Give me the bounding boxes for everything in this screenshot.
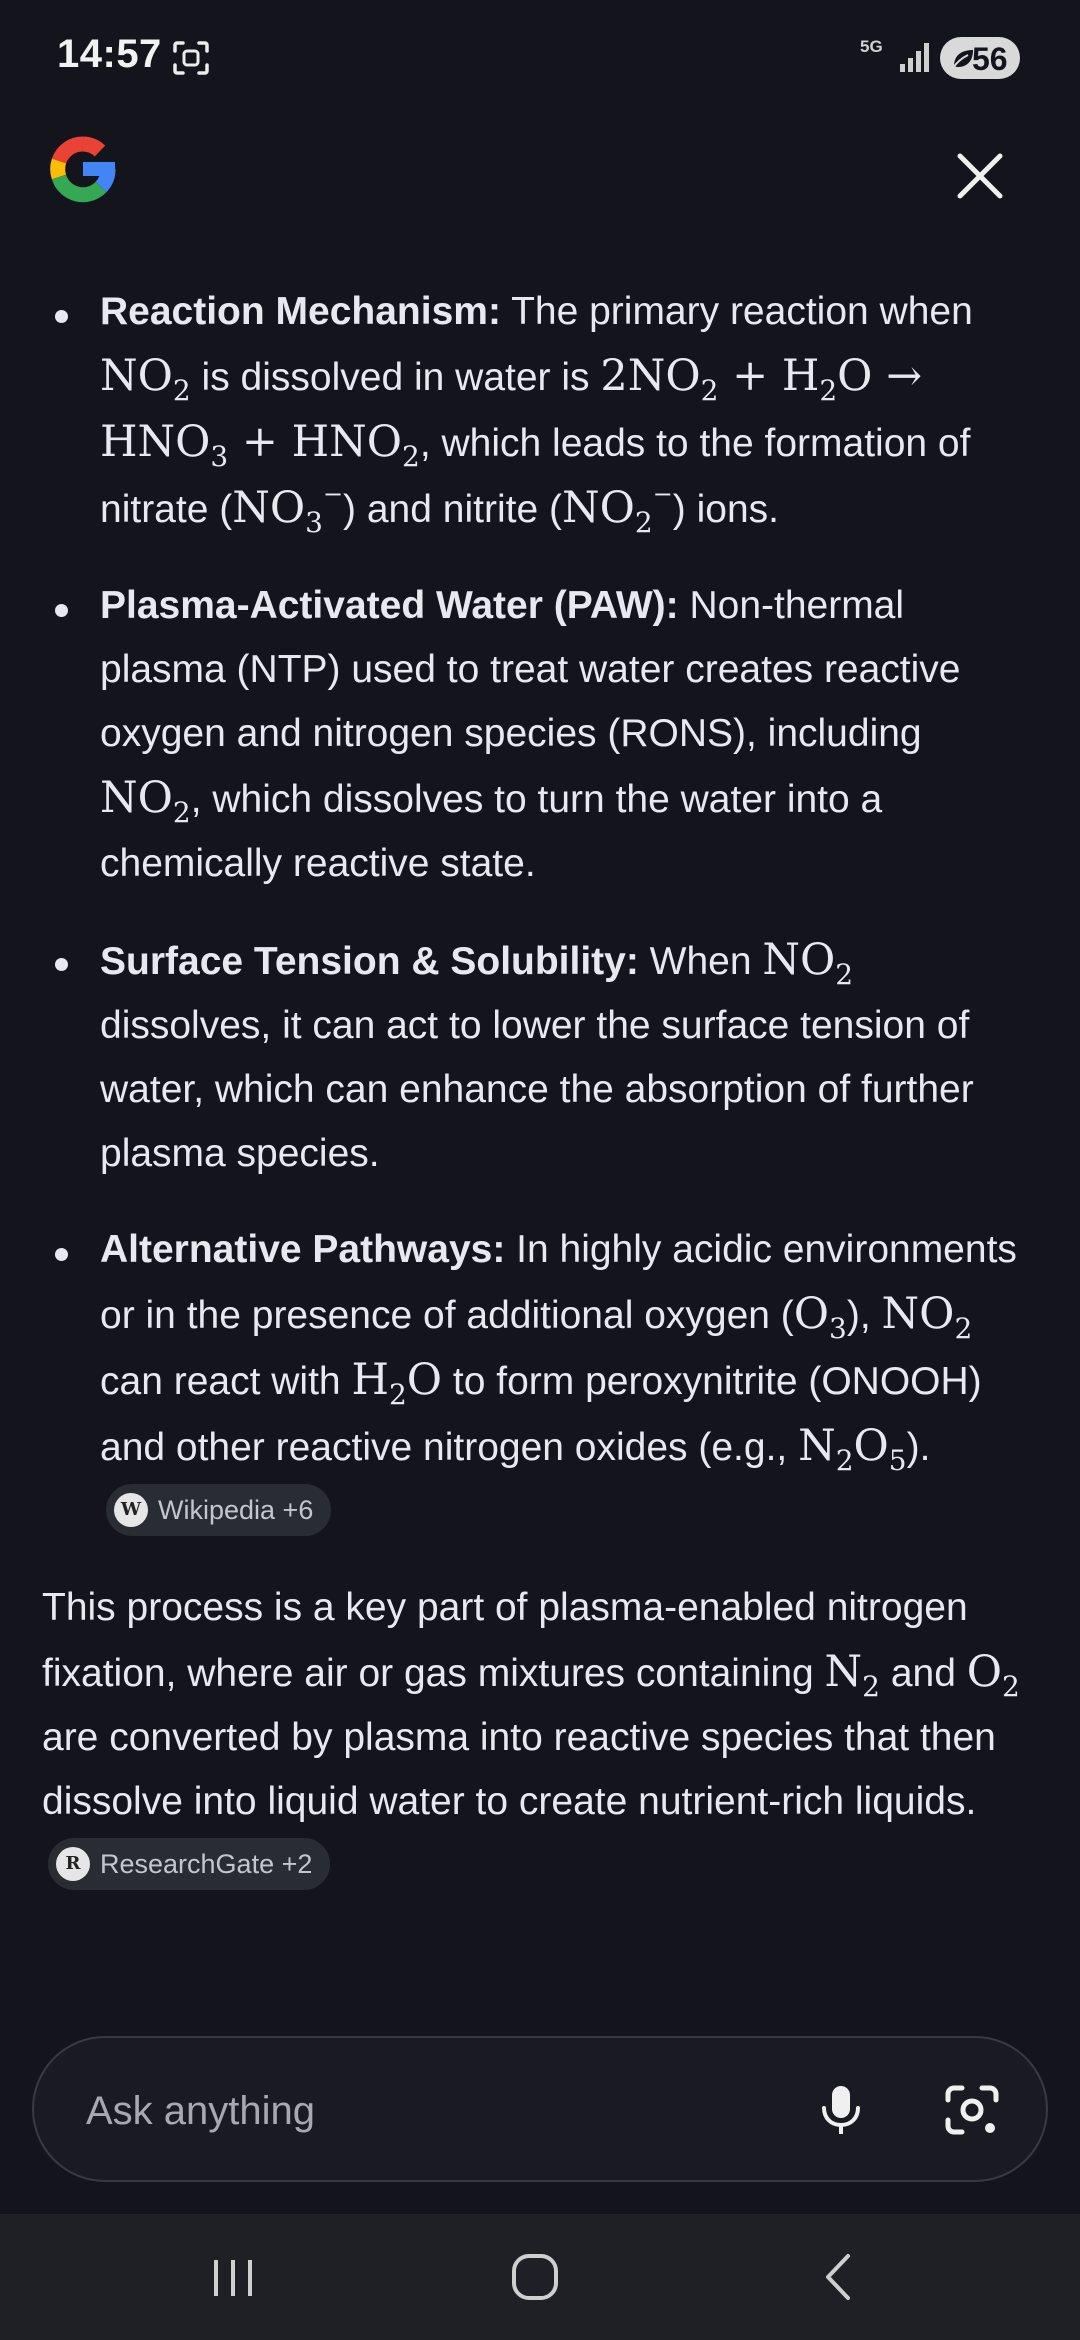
researchgate-icon: R bbox=[56, 1847, 90, 1881]
bullet-dot bbox=[55, 310, 68, 323]
signal-icon bbox=[898, 40, 932, 74]
text-span: This process is a key part of plasma-enabled nitrogen fixation, where air or gas mixtures containing bbox=[42, 1586, 968, 1695]
text-span: Non-thermal plasma (NTP) used to treat water creates reactive oxygen and nitrogen species (RONS), including bbox=[100, 584, 961, 755]
text-span: The primary reaction when bbox=[500, 290, 973, 333]
formula-nitrate: $NO_3^-$ bbox=[232, 480, 344, 539]
network-type-label: 5G bbox=[860, 37, 883, 56]
status-bar bbox=[0, 0, 1080, 118]
bullet-text bbox=[100, 574, 1032, 896]
closing-paragraph bbox=[0, 1576, 1080, 1898]
text-span: can react with bbox=[100, 1360, 352, 1403]
mic-icon[interactable] bbox=[809, 2078, 873, 2142]
battery-level: 56 bbox=[972, 41, 1008, 77]
text-span: ) ions. bbox=[672, 488, 779, 531]
text-span: , which leads to the formation of nitrate ( bbox=[100, 422, 971, 531]
text-span: dissolves, it can act to lower the surface tension of water, which can enhance the absorption of further plasma species. bbox=[100, 1004, 974, 1175]
answer-content bbox=[0, 280, 1080, 1898]
formula-no2: $NO_2$ bbox=[881, 1289, 973, 1345]
formula-h2o: $H_2O$ bbox=[351, 1355, 443, 1411]
formula-n2o5: $N_2O_5$ bbox=[798, 1421, 907, 1477]
bullet-dot bbox=[55, 958, 68, 971]
source-chip-label: Wikipedia +6 bbox=[158, 1494, 314, 1525]
status-time: 14:57 bbox=[57, 32, 162, 76]
source-chip-label: ResearchGate +2 bbox=[100, 1848, 313, 1879]
ask-input[interactable] bbox=[86, 2082, 786, 2140]
camera-search-icon[interactable] bbox=[940, 2078, 1004, 2142]
formula-no2: $NO_2$ bbox=[762, 935, 854, 991]
battery-indicator bbox=[940, 37, 1020, 79]
formula-reaction: $2NO_2 + H_2O \to HNO_3 + HNO_2$ bbox=[100, 351, 923, 473]
close-button[interactable] bbox=[952, 148, 1008, 204]
bullet-dot bbox=[55, 604, 68, 617]
list-item bbox=[0, 574, 1080, 896]
bullet-text bbox=[100, 1218, 1032, 1544]
text-span: ) and nitrite ( bbox=[343, 488, 562, 531]
system-nav-bar bbox=[0, 2214, 1080, 2340]
bullet-title: Alternative Pathways: bbox=[100, 1228, 506, 1271]
bullet-title: Surface Tension & Solubility: bbox=[100, 940, 639, 983]
closing-text bbox=[42, 1576, 1040, 1898]
bullet-text bbox=[100, 928, 1032, 1186]
text-span: and bbox=[880, 1652, 967, 1695]
text-span: When bbox=[638, 940, 763, 983]
source-chip-wikipedia[interactable] bbox=[106, 1484, 331, 1536]
formula-o2: $O_2$ bbox=[966, 1647, 1020, 1703]
google-g-logo bbox=[40, 126, 126, 212]
formula-no2: $NO_2$ bbox=[100, 773, 191, 829]
home-icon[interactable] bbox=[500, 2242, 570, 2312]
back-icon[interactable] bbox=[804, 2242, 874, 2312]
text-span: ). bbox=[906, 1426, 931, 1469]
source-chip-researchgate[interactable] bbox=[48, 1838, 330, 1890]
list-item bbox=[0, 280, 1080, 542]
screenshot-icon bbox=[172, 40, 210, 76]
text-span: , which dissolves to turn the water into a chemically reactive state. bbox=[100, 778, 883, 885]
text-span: are converted by plasma into reactive species that then dissolve into liquid water to create nutrient-rich liquids. bbox=[42, 1716, 996, 1823]
formula-n2: $N_2$ bbox=[824, 1647, 880, 1703]
formula-nitrite: $NO_2^-$ bbox=[561, 480, 673, 539]
text-span: In highly acidic environments or in the presence of additional oxygen ( bbox=[100, 1228, 1017, 1337]
recent-apps-icon[interactable] bbox=[198, 2242, 268, 2312]
list-item bbox=[0, 928, 1080, 1186]
text-span: ), bbox=[846, 1294, 882, 1337]
bullet-title: Reaction Mechanism: bbox=[100, 290, 501, 333]
list-item bbox=[0, 1218, 1080, 1544]
bullet-dot bbox=[55, 1248, 68, 1261]
formula-o3: $O_3$ bbox=[793, 1289, 847, 1345]
text-span: to form peroxynitrite (ONOOH) and other reactive nitrogen oxides (e.g., bbox=[100, 1360, 982, 1469]
ask-bar bbox=[32, 2036, 1048, 2182]
bullet-text bbox=[100, 280, 1032, 542]
formula-no2: $NO_2$ bbox=[100, 351, 191, 407]
wikipedia-icon: W bbox=[114, 1493, 148, 1527]
text-span: is dissolved in water is bbox=[190, 356, 601, 399]
bullet-title: Plasma-Activated Water (PAW): bbox=[100, 584, 679, 627]
